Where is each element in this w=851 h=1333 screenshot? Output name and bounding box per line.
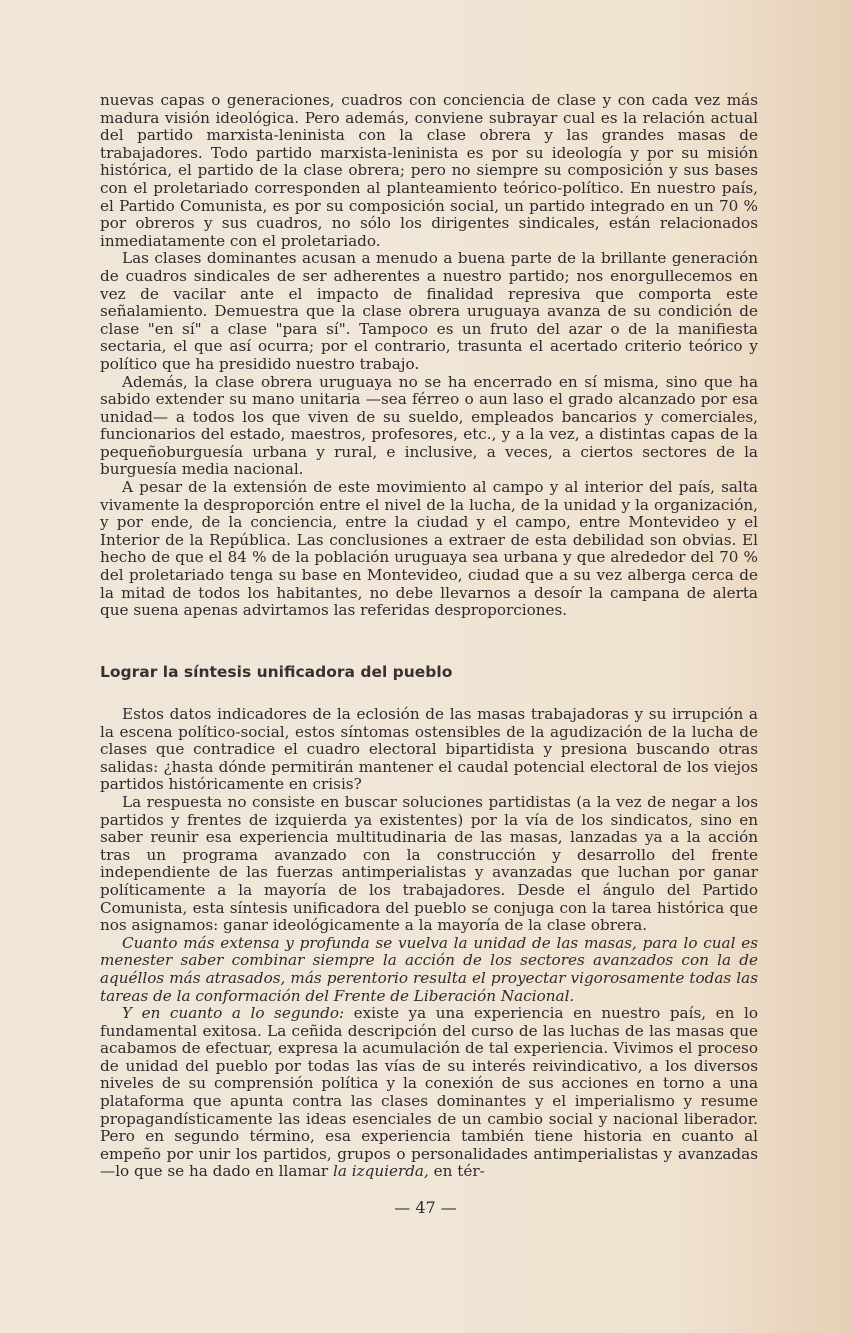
text-section-1 (100, 92, 758, 620)
paragraph: La respuesta no consiste en buscar soluciones partidistas (a la vez de negar a los partidos y frentes de izquierda ya existentes) por la vía de los sindicatos, sino en saber reunir esa experiencia multitudinaria de las masas, lanzadas ya a la acción tras un programa avanzado con la construcción y desarrollo del frente independiente de las fuerzas antimperialistas y avanzadas que luchan por ganar políticamente a la mayoría de los trabajadores. Desde el ángulo del Partido Comunista, esta síntesis unificadora del pueblo se conjuga con la tarea histórica que nos asignamos: ganar ideológicamente a la mayoría de la clase obrera. (100, 792, 758, 935)
page-number: — 47 — (394, 1198, 457, 1217)
paragraph-italic: Cuanto más extensa y profunda se vuelva la unidad de las masas, para lo cual es menester saber combinar siempre la acción de los sectores avanzados con la de aquéllos más atrasados, más perentorio resulta el proyectar vigorosamente todas las tareas de la conformación del Frente de Liberación Nacional. (100, 933, 758, 1005)
paragraph: nuevas capas o generaciones, cuadros con conciencia de clase y con cada vez más madura visión ideológica. Pero además, conviene subrayar cual es la relación actual del partido marxista-leninista con la clase obrera y las grandes masas de trabajadores. Todo partido marxista-leninista es por su ideología y por su misión histórica, el partido de la clase obrera; pero no siempre su composición y sus bases con el proletariado corresponden al planteamiento teórico-político. En nuestro país, el Partido Comunista, es por su composición social, un partido integrado en un 70 % por obreros y sus cuadros, no sólo los dirigentes sindicales, están relacionados inmediatamente con el proletariado. (100, 91, 758, 250)
paragraph-lead: Y en cuanto a lo segundo: (122, 1004, 345, 1023)
paragraph-body: existe ya una experiencia en nuestro país, en lo fundamental exitosa. La ceñida descripción del curso de las luchas de las masas que acabamos de efectuar, expresa la acumulación de tal experiencia. Vivimos el proceso de unidad del pueblo por todas las vías de su interés reivindicativo, a los diversos niveles de su comprensión política y la conexión de sus acciones en torno a una plataforma que apunta contra las clases dominantes y el imperialismo y resume propagandísticamente las ideas esenciales de un cambio social y nacional liberador. Pero en segundo término, esa experiencia también tiene historia en cuanto al empeño por unir los partidos, grupos o personalidades antimperialistas y avanzadas —lo que se ha dado en llamar (100, 1004, 758, 1181)
paragraph: Además, la clase obrera uruguaya no se ha encerrado en sí misma, sino que ha sabido extender su mano unitaria —sea férreo o aun laso el grado alcanzado por esa unidad— a todos los que viven de su sueldo, empleados bancarios y comerciales, funcionarios del estado, maestros, profesores, etc., y a la vez, a distintas capas de la pequeñoburguesía urbana y rural, e inclusive, a veces, a ciertos sectores de la burguesía media nacional. (100, 372, 758, 479)
section-heading: Lograr la síntesis unificadora del pueblo (100, 663, 453, 681)
paragraph (100, 1005, 758, 1181)
paragraph: Las clases dominantes acusan a menudo a buena parte de la brillante generación de cuadros sindicales de ser adherentes a nuestro partido; nos enorgullecemos en vez de vacilar ante el impacto de finalidad represiva que comporta este señalamiento. Demuestra que la clase obrera uruguaya avanza de su condición de clase "en sí" a clase "para sí". Tampoco es un fruto del azar o de la manifiesta sectaria, el que así ocurra; por el contrario, trasunta el acertado criterio teórico y político que ha presidido nuestro trabajo. (100, 249, 758, 373)
paragraph-tail: en tér- (428, 1162, 485, 1181)
paragraph: Estos datos indicadores de la eclosión de las masas trabajadoras y su irrupción a la escena político-social, estos síntomas ostensibles de la agudización de la lucha de clases que contradice el cuadro electoral bipartidista y presiona buscando otras salidas: ¿hasta dónde permitirán mantener el caudal potencial electoral de los viejos partidos históricamente en crisis? (100, 705, 758, 794)
paragraph: A pesar de la extensión de este movimiento al campo y al interior del país, salta vivamente la desproporción entre el nivel de la lucha, de la unidad y la organización, y por ende, de la conciencia, entre la ciudad y el campo, entre Montevideo y el Interior de la República. Las conclusiones a extraer de esta debilidad son obvias. El hecho de que el 84 % de la población uruguaya sea urbana y que alrededor del 70 % del proletariado tenga su base en Montevideo, ciudad que a su vez alberga cerca de la mitad de todos los habitantes, no debe llevarnos a desoír la campana de alerta que suena apenas advirtamos las referidas desproporciones. (100, 478, 758, 620)
italic-term: la izquierda, (333, 1162, 429, 1181)
text-section-2 (100, 706, 758, 1181)
